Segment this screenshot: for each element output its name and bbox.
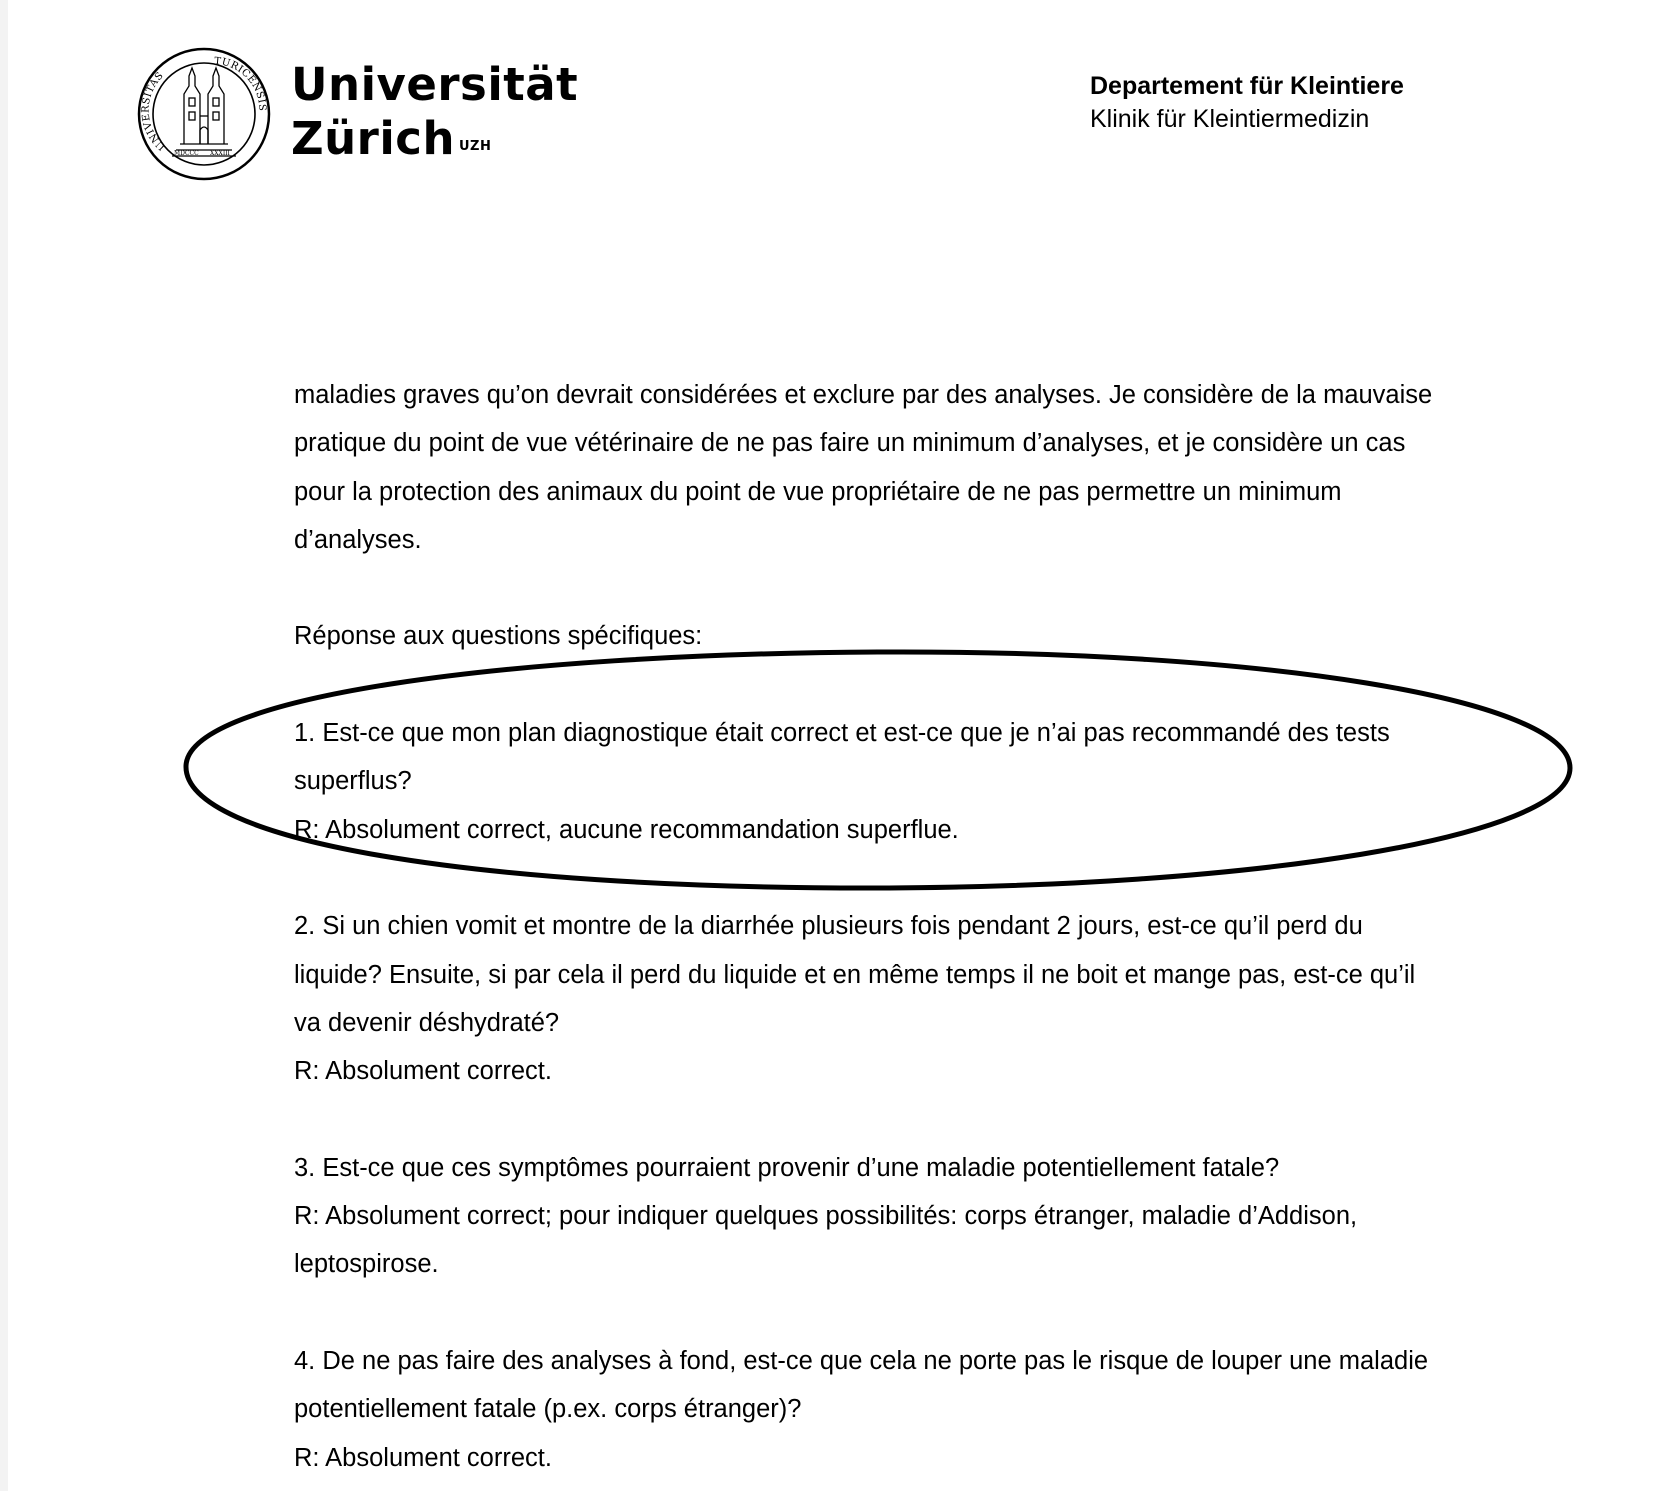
question-2-line: va devenir déshydraté? bbox=[294, 1008, 560, 1037]
spacer bbox=[294, 661, 1594, 709]
wordmark-zurich: Zürich bbox=[291, 112, 455, 165]
intro-line: d’analyses. bbox=[294, 525, 422, 554]
wordmark-line-2 bbox=[291, 112, 578, 166]
document-page bbox=[8, 0, 1665, 1491]
wordmark-uzh: UZH bbox=[459, 139, 492, 154]
svg-text:TURICENSIS bbox=[214, 56, 268, 112]
letter-body bbox=[294, 371, 1594, 1482]
question-2-line: liquide? Ensuite, si par cela il perd du liquide et en même temps il ne boit et mange pas, est-ce qu’il bbox=[294, 960, 1416, 989]
question-4-line: 4. De ne pas faire des analyses à fond, est-ce que cela ne porte pas le risque de louper une maladie bbox=[294, 1346, 1429, 1375]
seal-text-left: UNIVERSITAS bbox=[140, 70, 169, 152]
question-4-line: potentiellement fatale (p.ex. corps étranger)? bbox=[294, 1395, 802, 1424]
university-wordmark bbox=[291, 58, 578, 166]
seal-text-right: TURICENSIS bbox=[213, 55, 268, 112]
seal-year-left: MDCCC bbox=[174, 150, 199, 157]
section-heading: Réponse aux questions spécifiques: bbox=[294, 622, 703, 651]
intro-line: pratique du point de vue vétérinaire de ne pas faire un minimum d’analyses, et je considère un cas bbox=[294, 429, 1406, 458]
question-1-line: superflus? bbox=[294, 767, 412, 796]
spacer bbox=[294, 1095, 1594, 1143]
answer-4: R: Absolument correct. bbox=[294, 1443, 552, 1472]
spacer bbox=[294, 564, 1594, 612]
wordmark-line-1: Universität bbox=[291, 58, 579, 111]
department-name: Departement für Kleintiere bbox=[1090, 72, 1404, 100]
answer-3-line: R: Absolument correct; pour indiquer quelques possibilités: corps étranger, maladie d’Addison, bbox=[294, 1202, 1358, 1231]
question-3-line: 3. Est-ce que ces symptômes pourraient provenir d’une maladie potentiellement fatale? bbox=[294, 1153, 1280, 1182]
question-1-line: 1. Est-ce que mon plan diagnostique était correct et est-ce que je n’ai pas recommandé des tests bbox=[294, 719, 1390, 748]
answer-1: R: Absolument correct, aucune recommandation superflue. bbox=[294, 815, 959, 844]
intro-line: pour la protection des animaux du point de vue propriétaire de ne pas permettre un minimum bbox=[294, 477, 1342, 506]
spacer bbox=[294, 854, 1594, 902]
clinic-name: Klinik für Kleintiermedizin bbox=[1090, 105, 1370, 133]
seal-year-right: XXXIII bbox=[210, 150, 230, 157]
question-2-line: 2. Si un chien vomit et montre de la diarrhée plusieurs fois pendant 2 jours, est-ce qu’il perd du bbox=[294, 912, 1363, 941]
university-seal-icon bbox=[136, 46, 272, 182]
spacer bbox=[294, 1289, 1594, 1337]
department-block bbox=[1090, 70, 1404, 136]
answer-2: R: Absolument correct. bbox=[294, 1057, 552, 1086]
intro-line: maladies graves qu’on devrait considérées et exclure par des analyses. Je considère de la mauvaise bbox=[294, 381, 1433, 409]
answer-3-line: leptospirose. bbox=[294, 1250, 439, 1279]
